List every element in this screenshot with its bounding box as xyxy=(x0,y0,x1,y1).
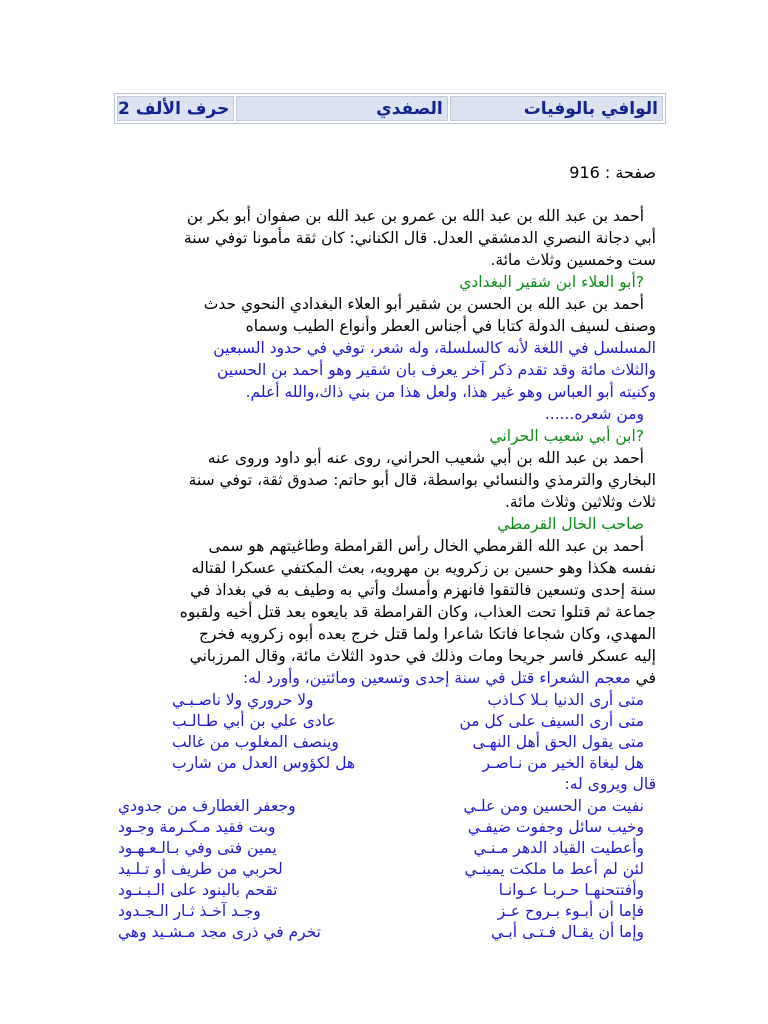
entry-heading: ?أبو العلاء ابن شقير البغدادي xyxy=(459,273,644,291)
verse-second-hemistich: تقحم بالبنود على الـبـنـود xyxy=(118,881,278,899)
entry-text-line: المسلسل في اللغة لأنه كالسلسلة، وله شعر، توفي في حدود السبعين xyxy=(213,339,656,357)
entry-text-line: ومن شعره...... xyxy=(544,405,644,423)
entry-text-line: وكنيته أبو العباس وهو غير هذا، ولعل هذا من بني ذاك،والله أعلم. xyxy=(245,383,656,401)
entry-text-line: ثلاث وثلاثين وثلاث مائة. xyxy=(505,493,656,511)
entry-heading: صاحب الخال القرمطي xyxy=(497,515,644,533)
poem-verse xyxy=(112,795,656,816)
poem-verse xyxy=(112,837,656,858)
entry-text-line: ست وخمسين وثلاث مائة. xyxy=(490,251,656,269)
verse-first-hemistich: وأفتتحنهـا حـربـا عـوانـا xyxy=(498,881,644,899)
entry-text-line: البخاري والترمذي والنسائي بواسطة، قال أبو حاتم: صدوق ثقة، توفي سنة xyxy=(188,471,656,489)
entry-text-fragment: معجم الشعراء قتل في سنة إحدى وتسعين ومائتين، وأورد له: xyxy=(243,669,631,687)
entry-text-line: نفسه هكذا وهو حسين بن زكرويه بن مهرويه، بعث المكتفي عسكرا لقتاله xyxy=(191,559,656,577)
entry-text-line: والثلاث مائة وقد تقدم ذكر آخر يعرف بان شقير وهو أحمد بن الحسين xyxy=(217,361,656,379)
verse-first-hemistich: وإما أن يقـال فـتـى أبـي xyxy=(490,923,644,941)
verse-first-hemistich: لئن لم أعط ما ملكت يمينـي xyxy=(464,860,644,878)
verse-second-hemistich: وجعفر الغطارف من جدودي xyxy=(118,797,296,815)
verse-first-hemistich: متى يقول الحق أهل النهـى xyxy=(472,733,644,751)
entry-text-fragment: في xyxy=(630,669,656,687)
verse-first-hemistich: متى أرى السيف على كل من xyxy=(459,712,644,730)
verse-first-hemistich: نفيت من الحسين ومن علـي xyxy=(463,797,644,815)
section-cell: حرف الألف 2 xyxy=(117,96,234,121)
entry-text-line: أحمد بن عبد الله بن الحسن بن شقير أبو العلاء البغدادي النحوي حدث xyxy=(203,295,644,313)
entry-heading: ?ابن أبي شعيب الحراني xyxy=(489,427,644,445)
verse-second-hemistich: ولا حروري ولا ناصـبـي xyxy=(172,691,314,709)
poem-verse xyxy=(112,921,656,942)
verse-first-hemistich: فإما أن أبـوء بـروح عـز xyxy=(497,902,644,920)
verse-second-hemistich: وينصف المغلوب من غالب xyxy=(172,733,339,751)
book-title-cell: الوافي بالوفيات xyxy=(450,96,663,121)
poem-block xyxy=(112,795,656,942)
document-body xyxy=(112,205,656,942)
entry-text-line: جماعة ثم قتلوا تحت العذاب، وكان القرامطة قد بايعوه بعد قتل أخيه ولقبوه xyxy=(179,603,656,621)
author-cell: الصفدي xyxy=(236,96,447,121)
poem-intro: قال ويروى له: xyxy=(564,775,656,793)
verse-second-hemistich: وجـد آخـذ ثـار الـجـدود xyxy=(118,902,261,920)
entry-text-line: إليه عسكر فاسر جريحا ومات وذلك في حدود الثلاث مائة، وقال المرزباني xyxy=(189,647,656,665)
poem-block xyxy=(112,689,656,773)
verse-second-hemistich: وبت فقيد مـكـرمة وجـود xyxy=(118,818,276,836)
verse-first-hemistich: هل لبغاة الخير من نـاصـر xyxy=(482,754,644,772)
poem-verse xyxy=(112,731,656,752)
verse-first-hemistich: متى أرى الدنيا بـلا كـاذب xyxy=(487,691,644,709)
poem-verse xyxy=(112,710,656,731)
verse-second-hemistich: هل لكؤوس العدل من شارب xyxy=(172,754,356,772)
entry-text-line: أحمد بن عبد الله القرمطي الخال رأس القرامطة وطاغيتهم هو سمى xyxy=(208,537,644,555)
poem-verse xyxy=(112,689,656,710)
poem-verse xyxy=(112,858,656,879)
verse-second-hemistich: تخرم في ذرى مجد مـشـيد وهي xyxy=(118,923,321,941)
verse-first-hemistich: وخيب سائل وجفوت ضيفـي xyxy=(467,818,644,836)
entry-text-line: وصنف لسيف الدولة كتابا في أجناس العطر وأنواع الطيب وسماه xyxy=(245,317,656,335)
poem-verse xyxy=(112,752,656,773)
entry-text-line xyxy=(112,667,656,689)
verse-first-hemistich: وأعطيت القياد الدهر مـنـي xyxy=(473,839,644,857)
page-number: صفحة : 916 xyxy=(569,163,656,182)
entry-text-line: سنة إحدى وتسعين فالتقوا فانهزم وأمسك وأتي به وطيف به في بغداذ في xyxy=(190,581,656,599)
verse-second-hemistich: عادى علي بن أبي طـالـب xyxy=(172,712,336,730)
entry-text-line: أبي دجانة النصري الدمشقي العدل. قال الكناني: كان ثقة مأمونا توفي سنة xyxy=(183,229,656,247)
poem-verse xyxy=(112,879,656,900)
entry-text-line: أحمد بن عبد الله بن أبي شعيب الحراني، روى عنه أبو داود وروى عنه xyxy=(207,449,644,467)
entry-text-line: المهدي، وكان شجاعا فاتكا شاعرا ولما قتل خرج بعده أبوه زكرويه فخرج xyxy=(199,625,656,643)
poem-verse xyxy=(112,900,656,921)
poem-verse xyxy=(112,816,656,837)
entry-text-line: أحمد بن عبد الله بن عبد الله بن عمرو بن عبد الله بن صفوان أبو بكر بن xyxy=(186,207,644,225)
book-header-table xyxy=(114,93,666,124)
verse-second-hemistich: يمين فتى وفي بـالـعـهـود xyxy=(118,839,277,857)
verse-second-hemistich: لحربي من طريف أو تـلـيد xyxy=(118,860,283,878)
